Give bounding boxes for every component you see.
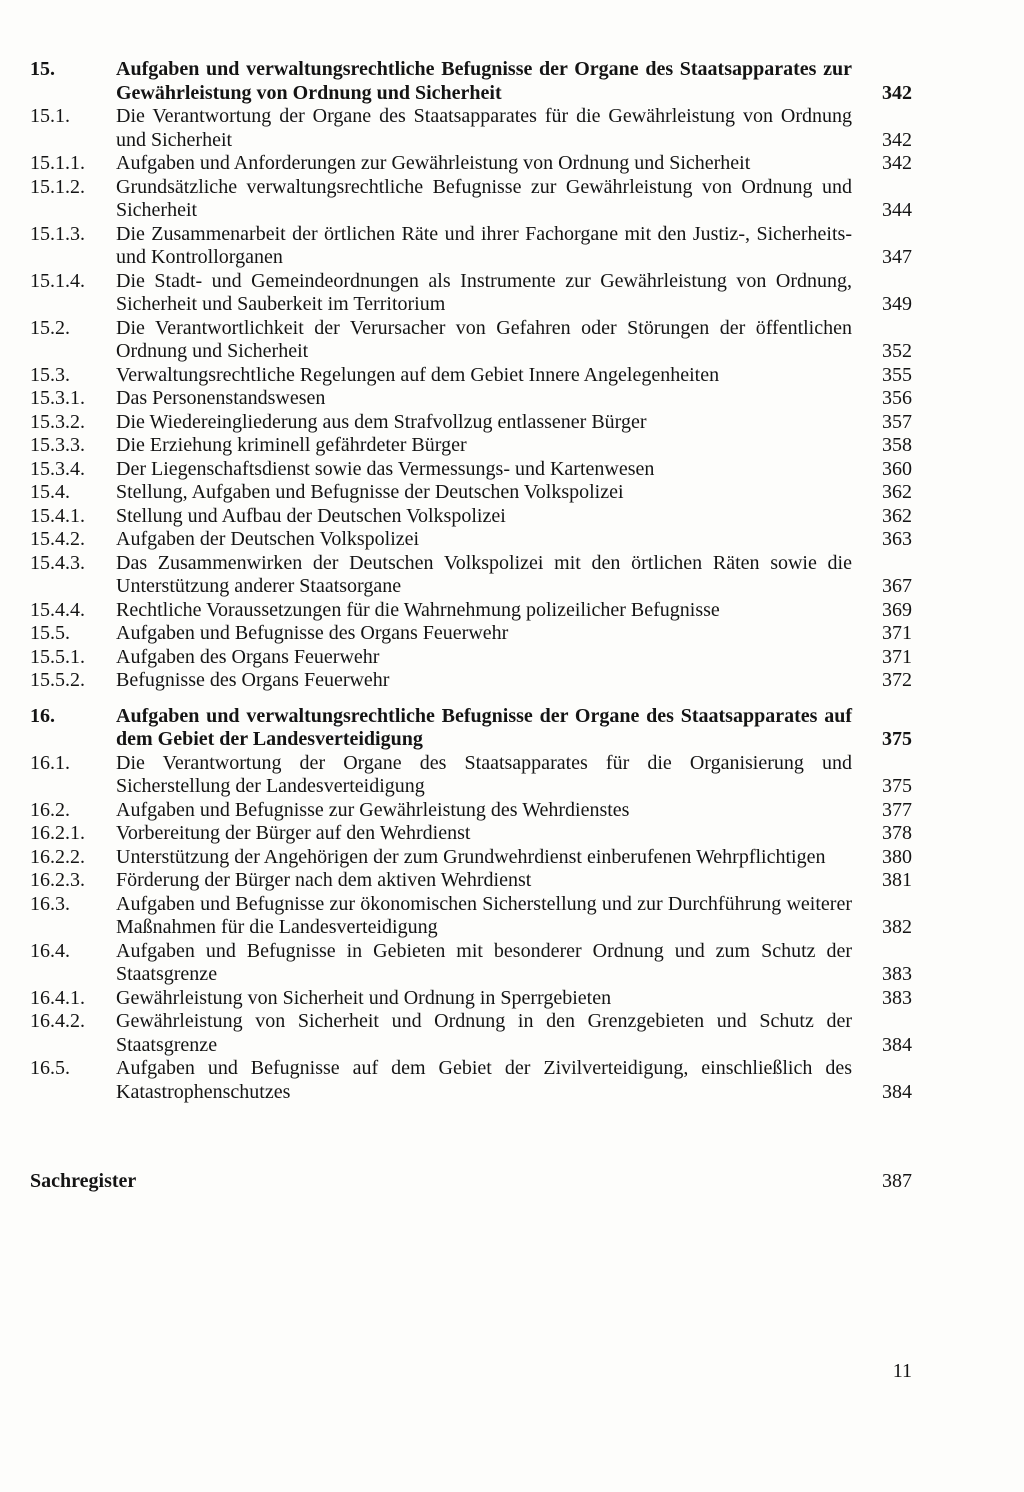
entry-title: Vorbereitung der Bürger auf den Wehrdienst [116,822,471,844]
entry-title: Stellung, Aufgaben und Befugnisse der Deutschen Volkspolizei [116,481,624,503]
entry-number: 15.3.1. [30,387,85,409]
entry-title: Förderung der Bürger nach dem aktiven Wehrdienst [116,869,532,891]
entry-number: 15.5.2. [30,669,85,691]
toc-entry [30,1057,912,1104]
toc-entry [30,105,912,152]
entry-number: 15.5.1. [30,645,85,668]
entry-page: 375 [882,728,912,750]
entry-title: Verwaltungsrechtliche Regelungen auf dem Gebiet Innere Angelegenheiten [116,363,720,386]
entry-number: 16.2.3. [30,869,85,891]
entry-title: Grundsätzliche verwaltungsrechtliche Befugnisse zur Gewährleistung von Ordnung und Sicherheit [116,175,852,221]
entry-title: Aufgaben und verwaltungsrechtliche Befugnisse der Organe des Staatsapparates auf dem Gebiet der Landesverteidigung [116,704,852,750]
entry-number: 15.1.3. [30,222,85,245]
entry-page: 369 [882,598,912,621]
entry-title: Die Wiedereingliederung aus dem Strafvollzug entlassener Bürger [116,410,647,433]
entry-page: 375 [882,775,912,797]
entry-number: 16.4.2. [30,1010,85,1032]
toc-entry [30,481,912,505]
entry-page: 383 [882,963,912,985]
register-page: 387 [882,1170,912,1192]
entry-number: 16.1. [30,751,70,774]
toc-entry [30,987,912,1011]
entry-number: 16.4. [30,939,70,962]
entry-number: 16.4.1. [30,986,85,1009]
entry-number: 16.3. [30,892,70,915]
toc-entry [30,940,912,987]
toc-entry [30,799,912,823]
toc-entry [30,364,912,388]
entry-title: Gewährleistung von Sicherheit und Ordnung in den Grenzgebieten und Schutz der Staatsgrenze [116,1010,852,1056]
register-entry [30,1170,912,1194]
entry-title: Befugnisse des Organs Feuerwehr [116,669,390,691]
entry-title: Aufgaben und Anforderungen zur Gewährleistung von Ordnung und Sicherheit [116,152,751,174]
toc-entry [30,846,912,870]
toc-entry [30,505,912,529]
chapter-15 [30,58,912,693]
table-of-contents [30,58,912,1104]
entry-title: Stellung und Aufbau der Deutschen Volkspolizei [116,504,506,527]
entry-page: 342 [882,152,912,174]
entry-number: 16.2.2. [30,845,85,868]
entry-title: Der Liegenschaftsdienst sowie das Vermessungs- und Kartenwesen [116,457,655,480]
toc-entry [30,317,912,364]
entry-number: 15.1.4. [30,269,85,292]
entry-title: Aufgaben und verwaltungsrechtliche Befugnisse der Organe des Staatsapparates zur Gewährleistung von Ordnung und Sicherheit [116,58,852,104]
entry-title: Aufgaben und Befugnisse zur ökonomischen Sicherstellung und zur Durchführung weiterer Maßnahmen für die Landesverteidigung [116,892,852,938]
toc-entry [30,528,912,552]
entry-number: 15.4.4. [30,598,85,621]
entry-title: Die Zusammenarbeit der örtlichen Räte und ihrer Fachorgane mit den Justiz-, Sicherheits- und Kontrollorganen [116,222,852,268]
entry-page: 377 [882,798,912,821]
entry-title: Die Erziehung kriminell gefährdeter Bürger [116,434,467,456]
entry-page: 362 [882,504,912,527]
entry-page: 342 [882,81,912,104]
entry-number: 16.5. [30,1057,70,1079]
entry-page: 367 [882,575,912,597]
entry-number: 16. [30,704,55,727]
toc-entry [30,223,912,270]
entry-title: Unterstützung der Angehörigen der zum Grundwehrdienst einberufenen Wehrpflichtigen [116,845,826,868]
entry-number: 15.3.2. [30,410,85,433]
entry-page: 342 [882,128,912,151]
entry-page: 360 [882,457,912,480]
entry-title: Das Personenstandswesen [116,387,326,409]
toc-entry [30,622,912,646]
entry-title: Aufgaben und Befugnisse in Gebieten mit besonderer Ordnung und zum Schutz der Staatsgrenze [116,939,852,985]
entry-title: Aufgaben der Deutschen Volkspolizei [116,528,420,550]
page-number: 11 [892,1360,912,1382]
entry-title: Die Verantwortlichkeit der Verursacher von Gefahren oder Störungen der öffentlichen Ordnung und Sicherheit [116,316,852,362]
entry-page: 352 [882,340,912,362]
toc-entry [30,752,912,799]
entry-number: 15.3.4. [30,457,85,480]
entry-page: 349 [882,293,912,315]
toc-entry [30,822,912,846]
chapter-heading [30,58,912,105]
entry-number: 15.5. [30,622,70,644]
entry-page: 344 [882,199,912,221]
toc-entry [30,599,912,623]
entry-number: 15.4.1. [30,504,85,527]
chapter-heading [30,705,912,752]
toc-entry [30,176,912,223]
toc-entry [30,1010,912,1057]
entry-page: 362 [882,481,912,503]
entry-page: 383 [882,986,912,1009]
toc-entry [30,552,912,599]
toc-entry [30,411,912,435]
entry-title: Die Verantwortung der Organe des Staatsapparates für die Gewährleistung von Ordnung und Sicherheit [116,105,852,151]
entry-title: Die Stadt- und Gemeindeordnungen als Instrumente zur Gewährleistung von Ordnung, Sicherheit und Sauberkeit im Territorium [116,269,852,315]
entry-number: 15. [30,58,55,80]
entry-title: Aufgaben und Befugnisse zur Gewährleistung des Wehrdienstes [116,798,630,821]
entry-title: Die Verantwortung der Organe des Staatsapparates für die Organisierung und Sicherstellung der Landesverteidigung [116,751,852,797]
entry-number: 16.2.1. [30,822,85,844]
toc-entry [30,458,912,482]
entry-page: 382 [882,916,912,938]
entry-number: 15.1. [30,105,70,127]
entry-page: 357 [882,410,912,433]
toc-entry [30,893,912,940]
entry-title: Aufgaben des Organs Feuerwehr [116,645,380,668]
toc-entry [30,152,912,176]
entry-page: 378 [882,822,912,844]
entry-title: Gewährleistung von Sicherheit und Ordnung in Sperrgebieten [116,986,612,1009]
entry-number: 15.4. [30,481,70,503]
entry-page: 363 [882,528,912,550]
entry-page: 358 [882,434,912,456]
chapter-16 [30,705,912,1105]
entry-title: Rechtliche Voraussetzungen für die Wahrnehmung polizeilicher Befugnisse [116,598,720,621]
entry-number: 15.1.1. [30,152,85,174]
entry-number: 15.2. [30,316,70,339]
entry-page: 356 [882,387,912,409]
toc-entry [30,434,912,458]
toc-entry [30,646,912,670]
entry-title: Aufgaben und Befugnisse des Organs Feuerwehr [116,622,509,644]
entry-page: 380 [882,845,912,868]
entry-number: 15.4.3. [30,551,85,574]
toc-entry [30,387,912,411]
entry-number: 15.3.3. [30,434,85,456]
entry-page: 381 [882,869,912,891]
entry-number: 15.4.2. [30,528,85,550]
entry-page: 384 [882,1080,912,1103]
entry-title: Das Zusammenwirken der Deutschen Volkspolizei mit den örtlichen Räten sowie die Unterstützung anderer Staatsorgane [116,551,852,597]
entry-title: Aufgaben und Befugnisse auf dem Gebiet der Zivilverteidigung, einschließlich des Katastrophenschutzes [116,1057,852,1103]
toc-entry [30,669,912,693]
entry-page: 372 [882,669,912,691]
entry-page: 347 [882,246,912,268]
entry-number: 15.1.2. [30,175,85,198]
toc-entry [30,869,912,893]
entry-page: 371 [882,645,912,668]
entry-number: 16.2. [30,798,70,821]
register-label: Sachregister [30,1170,137,1192]
entry-number: 15.3. [30,363,70,386]
toc-entry [30,270,912,317]
entry-page: 355 [882,363,912,386]
entry-page: 384 [882,1033,912,1056]
entry-page: 371 [882,622,912,644]
